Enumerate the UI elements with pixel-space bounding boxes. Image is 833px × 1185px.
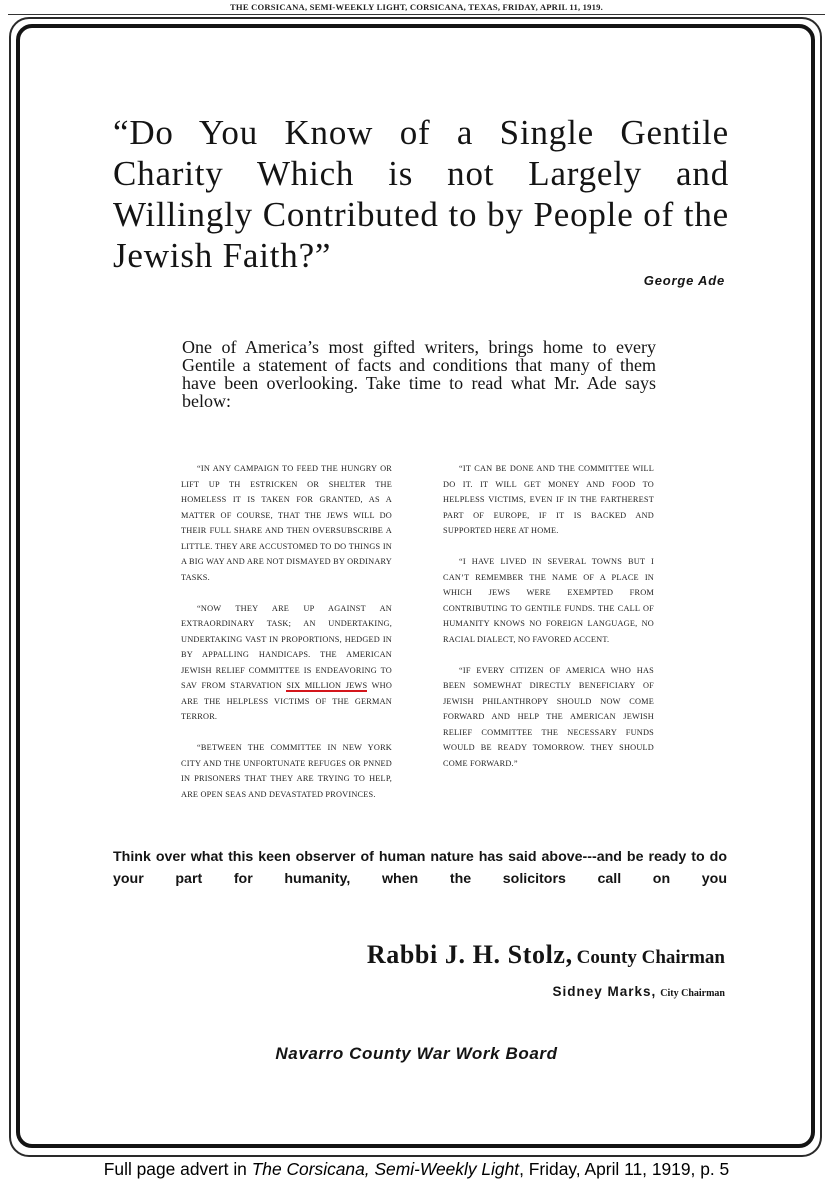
quote-paragraph: “IN ANY CAMPAIGN TO FEED THE HUNGRY OR LIFT UP TH ESTRICKEN OR SHELTER THE HOMELESS IT IS TAKEN FOR GRANTED, AS A MATTER OF COURSE, THAT THE JEWS WILL DO THEIR FULL SHARE AND THEN OVERSUBSCRIBE A LITTLE. THEY ARE ACCUSTOMED TO DO THINGS IN A BIG WAY AND ARE NOT DISMAYED BY ORDINARY TASKS. (181, 464, 392, 582)
quote-column-left (181, 461, 392, 818)
newspaper-masthead: THE CORSICANA, SEMI-WEEKLY LIGHT, CORSICANA, TEXAS, FRIDAY, APRIL 11, 1919. (230, 2, 603, 12)
quote-paragraph: “BETWEEN THE COMMITTEE IN NEW YORK CITY AND THE UNFORTUNATE REFUGES OR PNNED IN PRISONERS THAT THEY ARE TRYING TO HELP, ARE OPEN SEAS AND DEVASTATED PROVINCES. (181, 743, 392, 799)
quote-text: WHO ARE THE HELPLESS VICTIMS OF THE GERMAN TERROR. (181, 681, 393, 721)
headline-quote: “Do You Know of a Single Gentile Charity Which is not Largely and Willingly Contributed to by People of the Jewish Faith?” (113, 113, 729, 275)
quote-paragraph: “I HAVE LIVED IN SEVERAL TOWNS BUT I CAN’T REMEMBER THE NAME OF A PLACE IN WHICH JEWS WERE EXEMPTED FROM CONTRIBUTING TO GENTILE FUNDS. THE CALL OF HUMANITY KNOWS NO FOREIGN LANGUAGE, NO RACIAL DIALECT, NO FAVORED ACCENT. (443, 557, 654, 644)
masthead-rule (8, 14, 825, 15)
signature-county-chairman (367, 940, 725, 970)
signature-role: City Chairman (660, 988, 725, 999)
signature-city-chairman (552, 983, 725, 1001)
appeal-text: Think over what this keen observer of human nature has said above---and be ready to do your part for humanity, when the solicitors call on you (113, 849, 727, 887)
caption-prefix: Full page advert in (103, 1159, 252, 1179)
quote-column-right (443, 461, 654, 787)
caption-publication: The Corsicana, Semi-Weekly Light (251, 1159, 520, 1179)
signature-name: Sidney Marks, (552, 984, 657, 999)
organization-name: Navarro County War Work Board (275, 1044, 558, 1063)
quote-paragraph: “IT CAN BE DONE AND THE COMMITTEE WILL DO IT. IT WILL GET MONEY AND FOOD TO HELPLESS VICTIMS, EVEN IF IN THE FARTHEREST PART OF EUROPE, IF IT IS BACKED AND SUPPORTED HERE AT HOME. (443, 464, 654, 535)
quote-paragraph (181, 601, 392, 725)
intro-paragraph: One of America’s most gifted writers, brings home to every Gentile a statement of facts and conditions that many of them have been overlooking. Take time to read what Mr. Ade says below: (182, 337, 656, 411)
quote-text: “NOW THEY ARE UP AGAINST AN EXTRAORDINARY TASK; AN UNDERTAKING, UNDERTAKING VAST IN PROPORTIONS, HEDGED IN BY APPALLING HANDICAPS. THE AMERICAN JEWISH RELIEF COMMITTEE IS ENDEAVORING TO SAV FROM STARVATION (181, 603, 392, 690)
signature-name: Rabbi J. H. Stolz, (366, 940, 573, 969)
signature-role: County Chairman (576, 947, 725, 968)
highlighted-phrase: SIX MILLION JEWS (286, 681, 368, 690)
caption-suffix: , Friday, April 11, 1919, p. 5 (519, 1159, 730, 1179)
quote-paragraph: “IF EVERY CITIZEN OF AMERICA WHO HAS BEEN SOMEWHAT DIRECTLY BENEFICIARY OF JEWISH PHILANTHROPY SHOULD NOW COME FORWARD AND HELP THE AMERICAN JEWISH RELIEF COMMITTEE THE NECESSARY FUNDS WOULD BE READY TOMORROW. THEY SHOULD COME FORWARD.” (443, 665, 654, 768)
quote-author: George Ade (643, 273, 725, 288)
image-caption (0, 1159, 833, 1180)
